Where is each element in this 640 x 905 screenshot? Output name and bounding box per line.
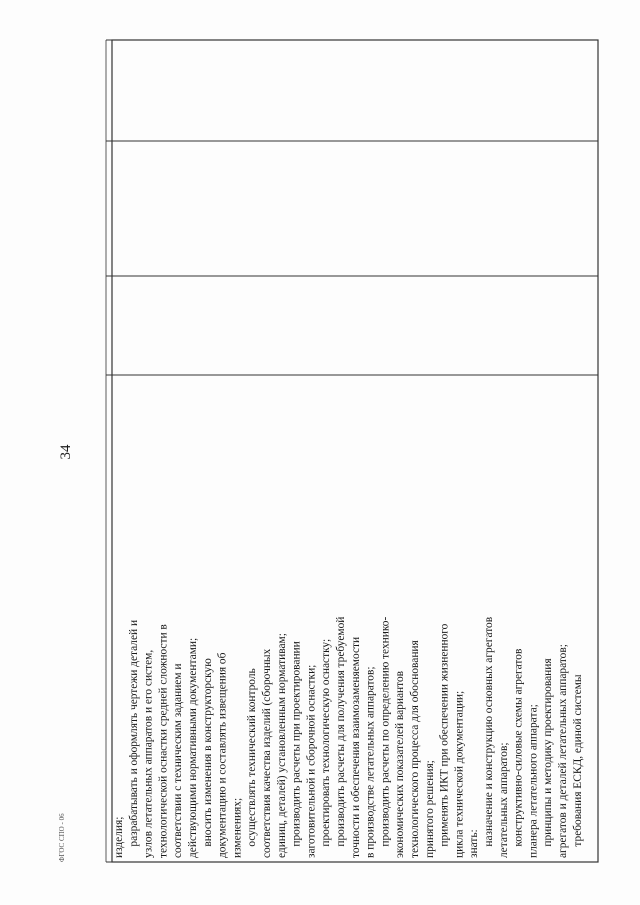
column-1-line: применять ИКТ при обеспечении жизненного (438, 623, 451, 858)
column-1-line: производить расчеты для получения требуемой (335, 616, 347, 858)
column-1-line: принятого решения; (423, 760, 436, 858)
column-1-line: в производстве летательных аппаратов; (364, 666, 377, 858)
column-1-line: требования ЕСКД, единой системы (571, 674, 584, 858)
column-1-text (113, 617, 584, 858)
column-1-line: разрабатывать и оформлять чертежи деталей и (127, 619, 140, 858)
column-1-line: заготовительной и сборочной оснастки; (305, 664, 318, 858)
footer-code-group (58, 813, 66, 862)
page-number-group (58, 444, 74, 460)
column-1-line: технологической оснастки средней сложности в (157, 624, 170, 858)
column-1-line: производить расчеты по определению технико- (379, 616, 392, 858)
column-1-line: осуществлять технический контроль (246, 668, 259, 858)
column-1-line: изделия; (113, 816, 125, 858)
footer-code: ФГОС СПО - 06 (58, 813, 66, 862)
column-1-line: конструктивно-силовые схемы агрегатов (512, 648, 525, 858)
column-1-line: цикла технической документации; (453, 690, 466, 858)
column-1-line: вносить изменения в конструкторскую (201, 658, 214, 858)
page-number: 34 (58, 444, 74, 460)
column-1-line: принципы и методику проектирования (542, 658, 555, 858)
column-1-line: назначение и конструкцию основных агрегатов (483, 616, 495, 858)
column-1-line: агрегатов и деталей летательных аппаратов; (557, 644, 569, 858)
column-1-line: производить расчеты при проектировании (290, 641, 303, 858)
column-1-line: узлов летательных аппаратов и его систем, (142, 649, 155, 858)
column-1-line: экономических показателей вариантов (394, 670, 407, 858)
column-1-line: единиц, деталей) установленным нормативам; (275, 633, 288, 858)
column-1-line: летательных аппаратов; (497, 742, 510, 858)
column-1-line: проектировать технологическую оснастку; (320, 638, 333, 858)
column-1-line: соответствия качества изделий (сборочных (261, 648, 273, 858)
column-1-line: технологического процесса для обоснования (409, 640, 421, 858)
column-1-line: планера летательного аппарата; (527, 704, 540, 858)
column-1-cell (113, 617, 584, 858)
column-1-line: знать: (468, 829, 481, 858)
column-1-line: соответствии с техническим заданием и (172, 663, 185, 858)
column-1-line: точности и обеспечения взаимозаменяемости (349, 636, 362, 858)
column-1-line: изменениях; (231, 797, 244, 858)
column-1-line: действующими нормативными документами; (187, 637, 199, 858)
column-1-line: документацию и составлять извещения об (216, 652, 229, 858)
